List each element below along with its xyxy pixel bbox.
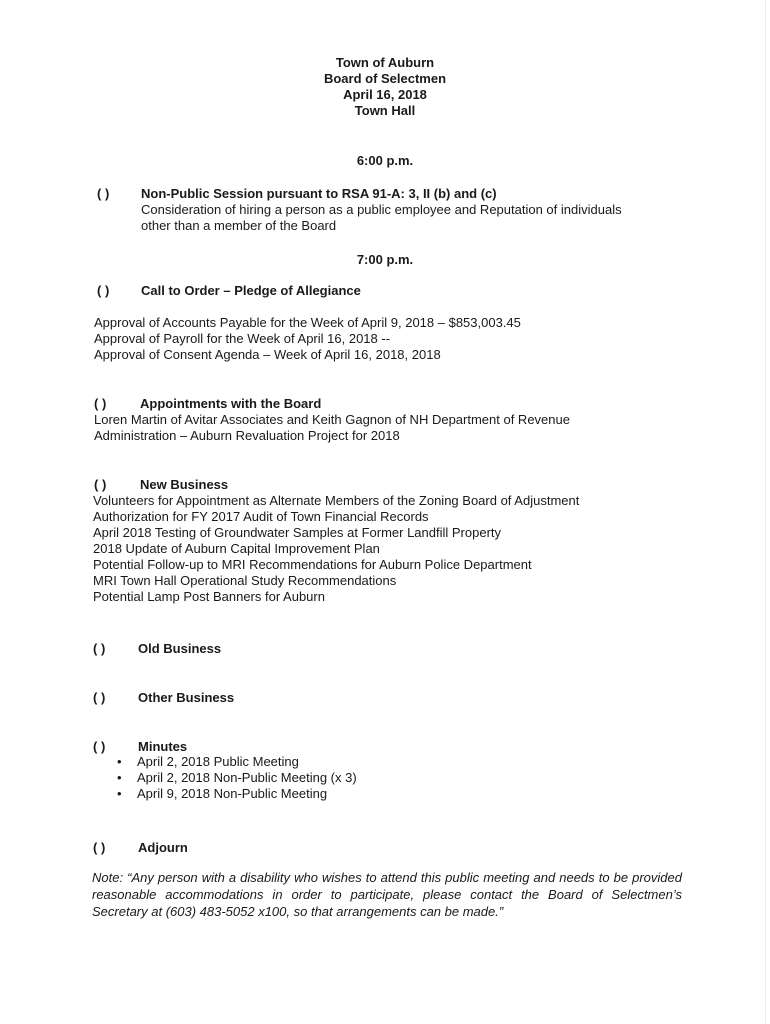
- list-item: • April 2, 2018 Non-Public Meeting (x 3): [117, 770, 357, 786]
- nonpublic-text-1: Consideration of hiring a person as a public employee and Reputation of individuals: [141, 202, 622, 217]
- new-business-list: [93, 493, 579, 605]
- agenda-header: [0, 55, 770, 119]
- checkbox-new-business: ( ): [94, 477, 107, 492]
- list-item: Authorization for FY 2017 Audit of Town Financial Records: [93, 509, 429, 524]
- accessibility-note: Note: “Any person with a disability who wishes to attend this public meeting and needs to be provided reasonable accommodations in order to participate, please contact the Board of Selectmen’s Secretary at (603) 483-5052 x100, so that arrangements can be made.”: [92, 870, 682, 919]
- header-location: Town Hall: [354, 103, 416, 118]
- time-7pm: 7:00 p.m.: [356, 252, 414, 267]
- adjourn-title: Adjourn: [138, 840, 188, 855]
- appointments-line-1: Loren Martin of Avitar Associates and Keith Gagnon of NH Department of Revenue: [94, 412, 570, 427]
- checkbox-other-business: ( ): [93, 690, 106, 705]
- minutes-title: Minutes: [138, 739, 188, 754]
- minutes-list: [117, 754, 357, 802]
- other-business-title: Other Business: [138, 690, 235, 705]
- checkbox-minutes: ( ): [93, 739, 106, 754]
- list-item: • April 9, 2018 Non-Public Meeting: [117, 786, 357, 802]
- header-board: Board of Selectmen: [323, 71, 447, 86]
- list-item: MRI Town Hall Operational Study Recommendations: [93, 573, 397, 588]
- list-item: • April 2, 2018 Public Meeting: [117, 754, 357, 770]
- header-town: Town of Auburn: [335, 55, 435, 70]
- list-item: April 2018 Testing of Groundwater Samples at Former Landfill Property: [93, 525, 502, 540]
- list-item: 2018 Update of Auburn Capital Improvement Plan: [93, 541, 380, 556]
- checkbox-nonpublic: ( ): [97, 186, 110, 201]
- call-to-order-title: Call to Order – Pledge of Allegiance: [141, 283, 361, 298]
- nonpublic-title: Non-Public Session pursuant to RSA 91-A: 3, II (b) and (c): [141, 186, 497, 201]
- list-item: Approval of Payroll for the Week of April 16, 2018 --: [94, 331, 391, 346]
- list-item: Potential Follow-up to MRI Recommendations for Auburn Police Department: [93, 557, 532, 572]
- new-business-title: New Business: [140, 477, 229, 492]
- call-to-order-list: [94, 315, 521, 363]
- list-item: Approval of Consent Agenda – Week of April 16, 2018, 2018: [94, 347, 441, 362]
- list-item: Volunteers for Appointment as Alternate Members of the Zoning Board of Adjustment: [93, 493, 580, 508]
- section-nonpublic: [141, 186, 622, 234]
- appointments-line-2: Administration – Auburn Revaluation Project for 2018: [94, 428, 400, 443]
- old-business-title: Old Business: [138, 641, 222, 656]
- checkbox-call-to-order: ( ): [97, 283, 110, 298]
- time-6pm: 6:00 p.m.: [356, 153, 414, 168]
- list-item: Potential Lamp Post Banners for Auburn: [93, 589, 325, 604]
- checkbox-old-business: ( ): [93, 641, 106, 656]
- nonpublic-text-2: other than a member of the Board: [141, 218, 337, 233]
- checkbox-adjourn: ( ): [93, 840, 106, 855]
- appointments-title: Appointments with the Board: [140, 396, 322, 411]
- header-date: April 16, 2018: [343, 87, 427, 102]
- checkbox-appointments: ( ): [94, 396, 107, 411]
- appointments-text: [94, 412, 570, 444]
- list-item: Approval of Accounts Payable for the Week of April 9, 2018 – $853,003.45: [94, 315, 521, 330]
